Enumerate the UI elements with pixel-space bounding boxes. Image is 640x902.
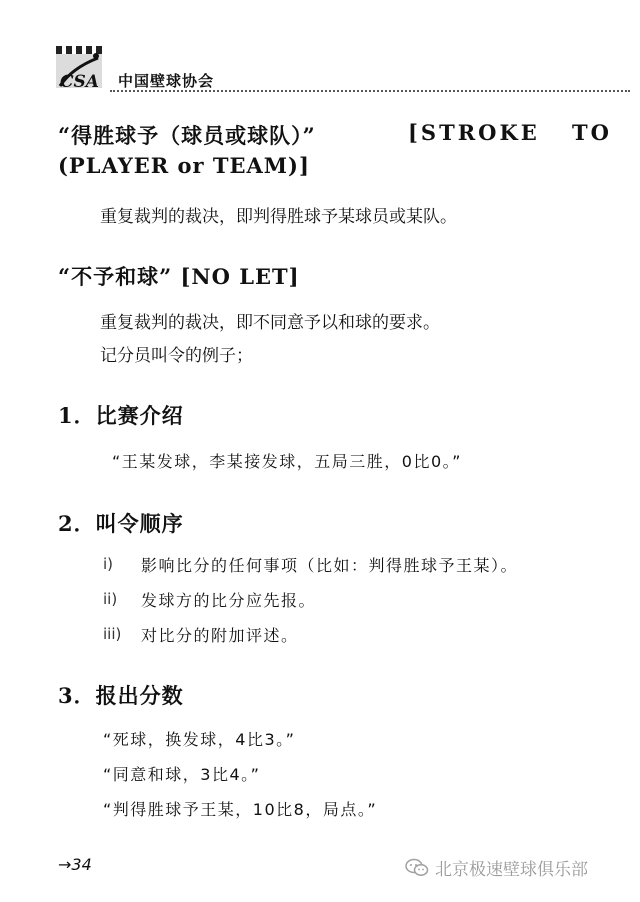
list-item-text: 发球方的比分应先报。 <box>141 591 317 610</box>
nolet-body-1: 重复裁判的裁决，即不同意予以和球的要求。 <box>100 313 440 333</box>
page-number: →34 <box>58 855 92 874</box>
stroke-heading-cn: “得胜球予（球员或球队）” <box>58 123 316 148</box>
section-1-quote: “王某发球，李某接发球，五局三胜，0比0。” <box>112 452 462 471</box>
nolet-heading: “不予和球” [NO LET] <box>58 264 300 289</box>
header-rule <box>110 90 630 92</box>
list-item-text: 对比分的附加评述。 <box>141 626 299 645</box>
section-3-title: 3．报出分数 <box>58 683 184 708</box>
section-3-quote: “同意和球，3比4。” <box>103 765 261 784</box>
section-3-quote: “判得胜球予王某，10比8，局点。” <box>103 800 378 819</box>
nolet-body-2: 记分员叫令的例子； <box>100 346 253 366</box>
section-2-title: 2．叫令顺序 <box>58 511 184 536</box>
list-item-number: iii) <box>103 625 122 643</box>
watermark <box>405 855 588 880</box>
stroke-heading-en-cont: (PLAYER or TEAM)] <box>58 153 310 178</box>
watermark-text: 北京极速壁球俱乐部 <box>435 860 588 880</box>
list-item-text: 影响比分的任何事项（比如：判得胜球予王某）。 <box>141 556 519 575</box>
stroke-heading-en: [STROKE TO <box>408 120 612 145</box>
section-1-title: 1．比赛介绍 <box>58 403 184 428</box>
list-item-number: i) <box>103 555 114 573</box>
page-header <box>0 0 640 100</box>
header-title: 中国壁球协会 <box>118 72 215 90</box>
list-item-number: ii) <box>103 590 118 608</box>
csa-logo <box>52 40 110 96</box>
wechat-icon <box>405 858 429 878</box>
section-3-quote: “死球，换发球，4比3。” <box>103 730 296 749</box>
stroke-body: 重复裁判的裁决，即判得胜球予某球员或某队。 <box>100 207 457 227</box>
svg-text:CSA: CSA <box>60 72 99 92</box>
